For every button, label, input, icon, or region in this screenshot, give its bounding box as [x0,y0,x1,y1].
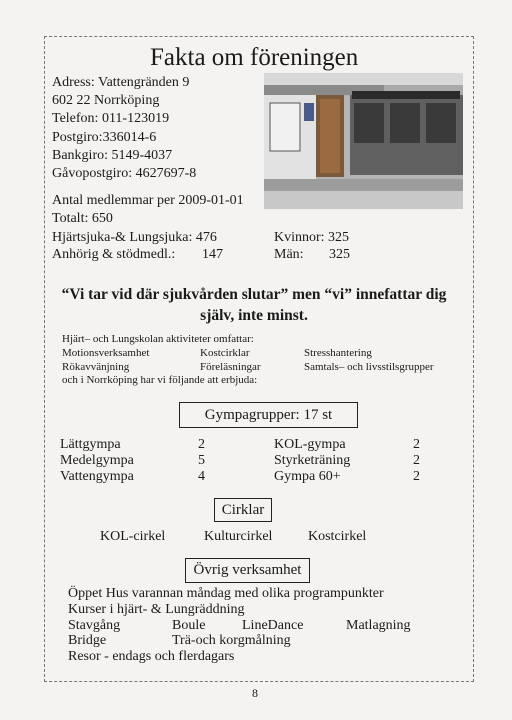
circle-item: Kostcirkel [308,529,367,544]
other-line: Öppet Hus varannan måndag med olika programpunkter [68,586,384,601]
gym-group-count: 2 [413,469,420,484]
gym-group-name: Styrketräning [274,453,351,468]
activities-col3 [304,347,434,374]
other-item: Trä-och korgmålning [172,633,291,649]
activity-item: Samtals– och livsstilsgrupper [304,360,434,373]
activity-item: Rökavvänjning [62,360,130,373]
activity-item: Kostcirklar [200,347,250,359]
activities-outro: och i Norrköping har vi följande att erbjuda: [62,374,258,386]
page-number: 8 [252,686,258,700]
circle-item: KOL-cirkel [100,529,166,544]
other-item: Boule [172,617,206,633]
motto-quote: “Vi tar vid där sjukvården slutar” men “vi” innefattar dig själv, inte minst. [61,286,447,324]
member-total: Totalt: 650 [52,211,113,226]
activities-col1 [62,347,149,374]
men-count: 325 [329,247,350,262]
contact-info [52,74,196,183]
page-title: Fakta om föreningen [150,44,359,71]
postal-line: 602 22 Norrköping [52,93,160,109]
other-activities-header: Övrig verksamhet [185,558,310,583]
men-label: Män: [274,247,304,262]
anhorig-count: 147 [202,247,223,262]
address-line: Adress: Vattengränden 9 [52,75,190,90]
gym-right-names [274,437,350,485]
other-row [68,617,411,634]
gym-group-name: KOL-gympa [274,437,346,452]
other-item: Stavgång [68,617,121,633]
gym-group-count: 2 [413,453,420,468]
other-row [68,633,384,649]
activity-item: Stresshantering [304,347,372,359]
building-photo-drawing [264,73,463,209]
activities-col2 [200,347,260,374]
gym-right-counts [413,437,420,485]
gym-group-count: 5 [198,453,205,468]
activity-item: Motionsverksamhet [62,347,150,359]
hjart-lung-count: Hjärtsjuka-& Lungsjuka: 476 [52,230,217,245]
activities-intro: Hjärt– och Lungskolan aktiviteter omfattar: [62,333,254,345]
gym-group-name: Vattengympa [60,469,134,484]
circles-header: Cirklar [214,498,272,522]
other-item: LineDance [242,617,304,633]
gym-left-counts [198,437,205,485]
circle-item: Kulturcirkel [204,529,273,544]
activity-item: Föreläsningar [200,360,261,373]
membership-info [52,192,244,228]
gym-group-count: 2 [198,437,205,452]
anhorig-label: Anhörig & stödmedl.: [52,247,176,262]
gym-group-name: Lättgympa [60,437,121,452]
other-item: Matlagning [346,617,411,633]
gym-group-name: Gympa 60+ [274,469,341,484]
phone-line: Telefon: 011-123019 [52,111,170,127]
other-line: Kurser i hjärt- & Lungräddning [68,601,245,617]
gym-left-names [60,437,134,485]
bankgiro-line: Bankgiro: 5149-4037 [52,147,173,163]
member-count-date: Antal medlemmar per 2009-01-01 [52,193,244,208]
gym-group-name: Medelgympa [60,453,134,468]
gym-groups-header: Gympagrupper: 17 st [179,402,358,428]
postgiro-line: Postgiro:336014-6 [52,129,157,145]
other-item: Bridge [68,633,107,649]
gym-group-count: 4 [198,469,205,484]
other-activities-list [68,586,411,665]
other-line: Resor - endags och flerdagars [68,649,235,665]
women-count: Kvinnor: 325 [274,230,350,245]
gavopostgiro-line: Gåvopostgiro: 4627697-8 [52,166,197,182]
gym-group-count: 2 [413,437,420,452]
building-photo [264,73,463,209]
